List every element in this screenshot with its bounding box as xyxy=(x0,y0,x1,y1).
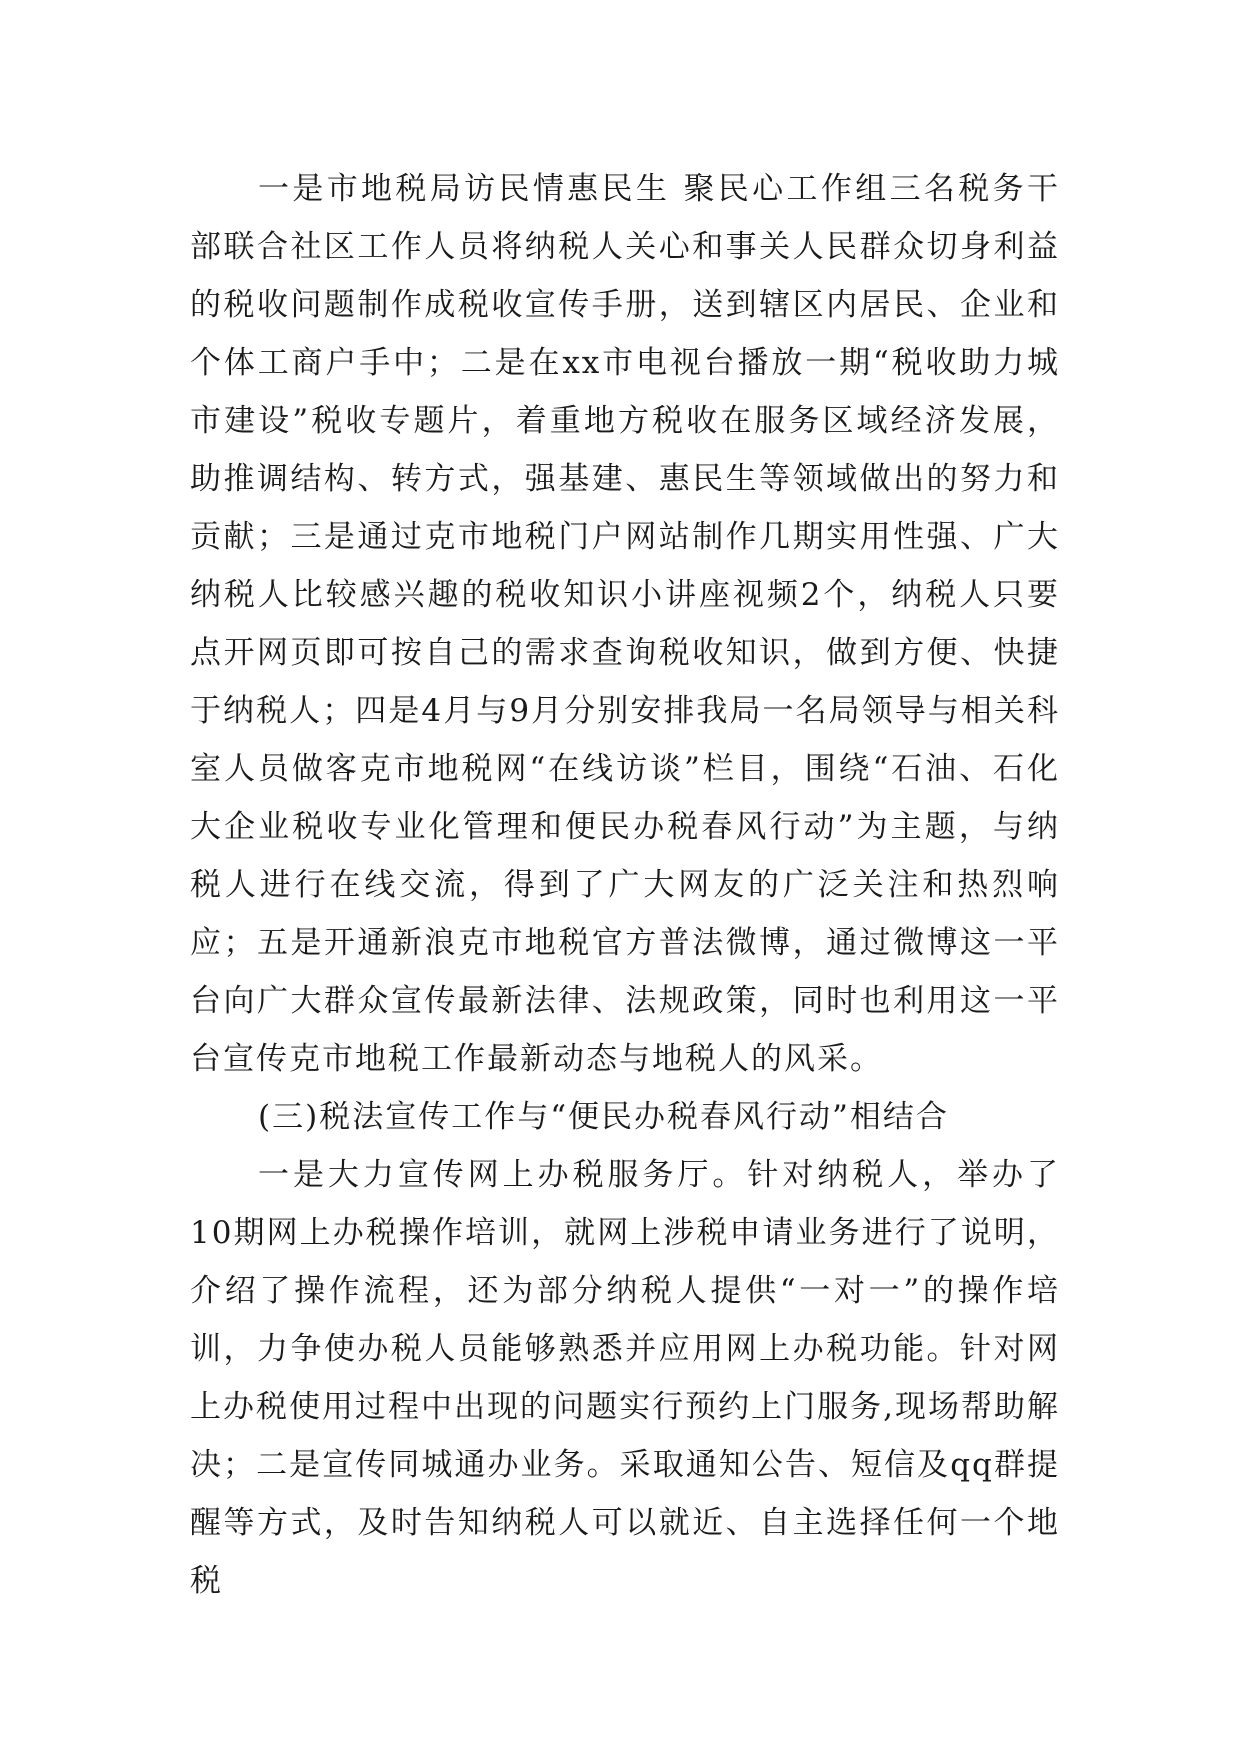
document-body xyxy=(190,160,1060,1610)
paragraph-online-tax-service: 一是大力宣传网上办税服务厅。针对纳税人，举办了10期网上办税操作培训，就网上涉税申请业务进行了说明，介绍了操作流程，还为部分纳税人提供“一对一”的操作培训，力争使办税人员能够熟悉并应用网上办税功能。针对网上办税使用过程中出现的问题实行预约上门服务,现场帮助解决；二是宣传同城通办业务。采取通知公告、短信及qq群提醒等方式，及时告知纳税人可以就近、自主选择任何一个地税 xyxy=(190,1157,1060,1599)
section-heading: (三)税法宣传工作与“便民办税春风行动”相结合 xyxy=(258,1099,949,1135)
paragraph-outreach-measures: 一是市地税局访民情惠民生 聚民心工作组三名税务干部联合社区工作人员将纳税人关心和事关人民群众切身利益的税收问题制作成税收宣传手册，送到辖区内居民、企业和个体工商户手中；二是在xx市电视台播放一期“税收助力城市建设”税收专题片，着重地方税收在服务区域经济发展，助推调结构、转方式，强基建、惠民生等领域做出的努力和贡献；三是通过克市地税门户网站制作几期实用性强、广大纳税人比较感兴趣的税收知识小讲座视频2个，纳税人只要点开网页即可按自己的需求查询税收知识，做到方便、快捷于纳税人；四是4月与9月分别安排我局一名局领导与相关科室人员做客克市地税网“在线访谈”栏目，围绕“石油、石化大企业税收专业化管理和便民办税春风行动”为主题，与纳税人进行在线交流，得到了广大网友的广泛关注和热烈响应；五是开通新浪克市地税官方普法微博，通过微博这一平台向广大群众宣传最新法律、法规政策，同时也利用这一平台宣传克市地税工作最新动态与地税人的风采。 xyxy=(190,171,1060,1077)
